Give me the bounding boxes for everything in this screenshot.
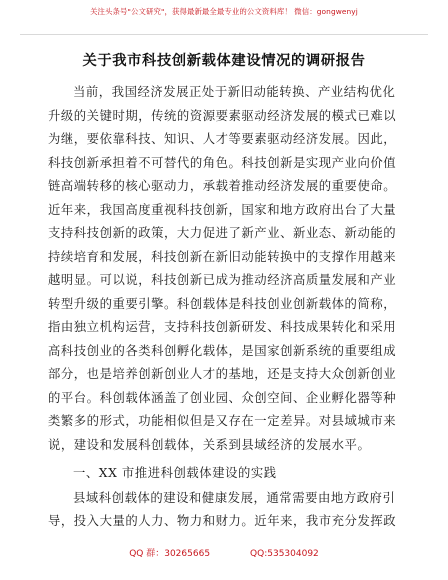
footer-qq-group: QQ 群：30265665 (129, 549, 211, 559)
body-line: 持续培育和发展，科技创新在新旧动能转换中的支撑作用越来 (48, 249, 397, 264)
body-line: 部分，也是培养创新创业人才的基地，还是支持大众创新创业 (48, 367, 397, 381)
body-line: 为继，要依靠科技、知识、人才等要素驱动经济发展。因此， (48, 132, 397, 146)
body-line: 说，建设和发展科创载体，关系到县域经济的发展水平。 (48, 437, 371, 452)
body-line: 链高端转移的核心驱动力，承载着推动经济发展的重要使命。 (48, 179, 397, 193)
body-line: 越明显。可以说，科技创新已成为推动经济高质量发展和产业 (48, 273, 397, 287)
body-line: 导，投入大量的人力、物力和财力。近年来，我市充分发挥政 (48, 514, 397, 528)
body-line: 县域科创载体的建设和健康发展，通常需要由地方政府引 (73, 490, 396, 505)
footer-qq: QQ:535304092 (250, 549, 319, 559)
body-line: 当前，我国经济发展正处于新旧动能转换、产业结构优化 (73, 85, 396, 99)
document-body (48, 81, 408, 534)
body-line: 高科技创业的各类科创孵化载体，是国家创新系统的重要组成 (48, 343, 397, 358)
body-line: 近年来，我国高度重视科技创新，国家和地方政府出台了大量 (48, 202, 397, 217)
body-line: 转型升级的重要引擎。科创载体是科技创业创新载体的简称， (48, 296, 397, 311)
header-divider (20, 34, 428, 35)
body-line: 科技创新承担着不可替代的角色。科技创新是实现产业向价值 (48, 155, 397, 170)
body-line: 的平台。科创载体涵盖了创业园、众创空间、企业孵化器等种 (48, 390, 397, 405)
header-banner: 关注头条号"公文研究"，获得最新最全最专业的公文资料库！ 微信：gongwenyj (90, 7, 358, 16)
document-title: 关于我市科技创新载体建设情况的调研报告 (82, 53, 366, 69)
body-line: 指由独立机构运营，支持科技创新研发、科技成果转化和采用 (48, 320, 397, 334)
body-line: 类繁多的形式，功能相似但是又存在一定差异。对县域城市来 (48, 414, 397, 428)
section-heading: 一、XX 市推进科创载体建设的实践 (73, 466, 277, 480)
body-line: 支持科技创新的政策，大力促进了新产业、新业态、新动能的 (48, 226, 397, 240)
footer-contact (0, 546, 448, 559)
body-line: 升级的关键时期，传统的资源要素驱动经济发展的模式已难以 (48, 108, 397, 123)
